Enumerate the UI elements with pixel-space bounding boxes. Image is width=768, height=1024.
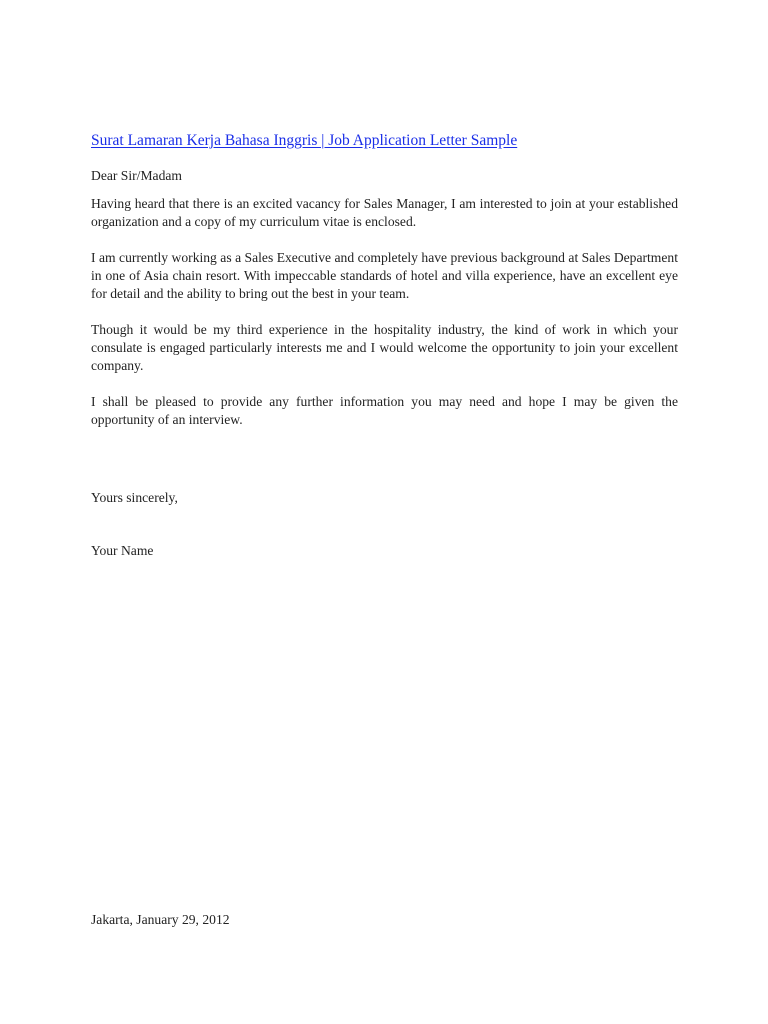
place-date: Jakarta, January 29, 2012	[91, 912, 230, 927]
salutation: Dear Sir/Madam	[91, 168, 182, 183]
signature-name: Your Name	[91, 543, 154, 558]
paragraph-1: Having heard that there is an excited vacancy for Sales Manager, I am interested to join at your established organization and a copy of my curriculum vitae is enclosed.	[91, 196, 678, 229]
paragraph-4: I shall be pleased to provide any further information you may need and hope I may be given the opportunity of an interview.	[91, 394, 678, 427]
document-title-link[interactable]: Surat Lamaran Kerja Bahasa Inggris | Job Application Letter Sample	[91, 132, 518, 149]
paragraph-2: I am currently working as a Sales Executive and completely have previous background at Sales Department in one of Asia chain resort. With impeccable standards of hotel and villa experience, have an excellent eye for detail and the ability to bring out the best in your team.	[91, 250, 678, 301]
letter-body	[91, 131, 678, 447]
paragraph-3: Though it would be my third experience in the hospitality industry, the kind of work in which your consulate is engaged particularly interests me and I would welcome the opportunity to join your excellent company.	[91, 322, 678, 373]
closing: Yours sincerely,	[91, 490, 178, 505]
